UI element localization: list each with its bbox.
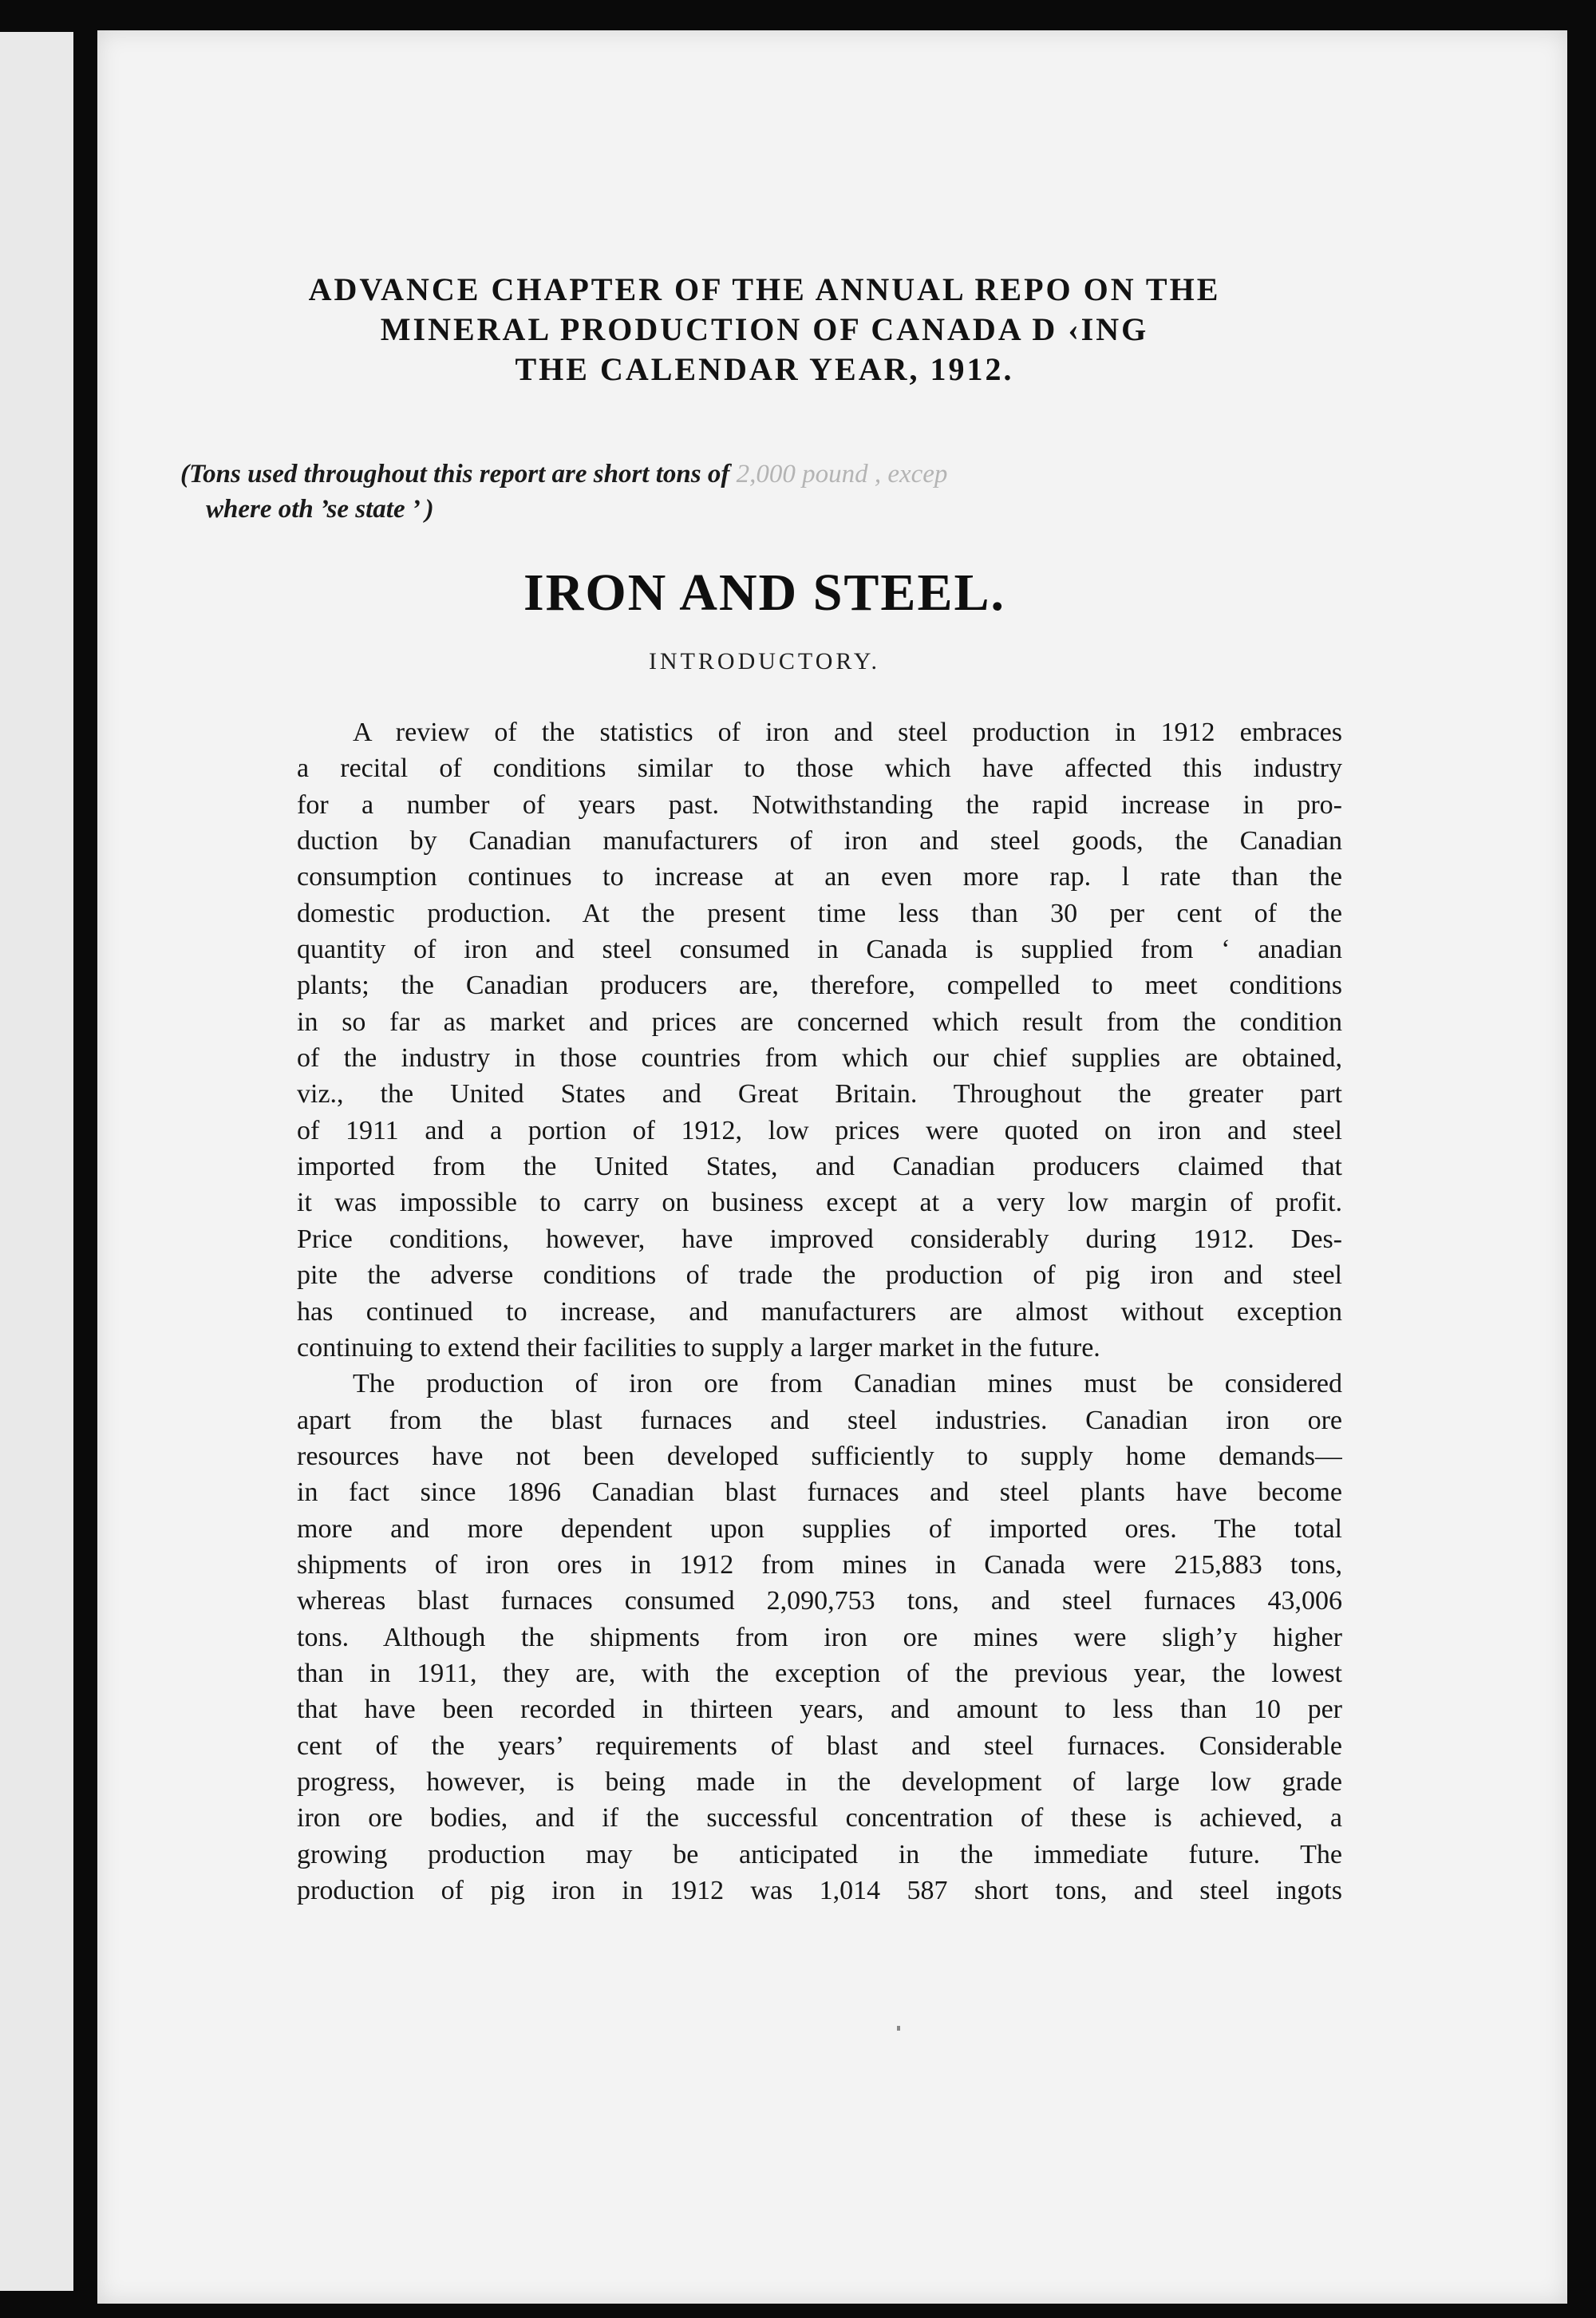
page-title: IRON AND STEEL. <box>523 564 1005 622</box>
text-line: that have been recorded in thirteen years, and amount to less than 10 per <box>297 1695 1342 1725</box>
header-line: MINERAL PRODUCTION OF CANADA D ‹ING <box>380 311 1149 347</box>
body-text <box>297 714 1342 1909</box>
text-line: of 1911 and a portion of 1912, low prices were quoted on iron and steel <box>297 1115 1342 1145</box>
text-line: of the industry in those countries from which our chief supplies are obtained, <box>297 1043 1342 1074</box>
text-line: resources have not been developed sufficiently to supply home demands— <box>297 1441 1342 1471</box>
text-line: it was impossible to carry on business except at a very low margin of profit. <box>297 1188 1342 1218</box>
text-line: viz., the United States and Great Britain. Throughout the greater part <box>297 1079 1342 1110</box>
note-line: where oth ’se state ’ ) <box>206 495 434 524</box>
text-line: consumption continues to increase at an even more rap. l rate than the <box>297 862 1342 892</box>
text-line: progress, however, is being made in the development of large low grade <box>297 1766 1342 1797</box>
text-line: has continued to increase, and manufacturers are almost without exception <box>297 1296 1342 1327</box>
note-text: (Tons used throughout this report are short tons of <box>180 460 730 489</box>
header-line: THE CALENDAR YEAR, 1912. <box>515 351 1014 387</box>
text-line: The production of iron ore from Canadian mines must be considered <box>353 1369 1342 1399</box>
text-line: more and more dependent upon supplies of imported ores. The total <box>297 1513 1342 1544</box>
text-line: pite the adverse conditions of trade the production of pig iron and steel <box>297 1260 1342 1291</box>
text-line: shipments of iron ores in 1912 from mines in Canada were 215,883 tons, <box>297 1549 1342 1580</box>
text-line: apart from the blast furnaces and steel industries. Canadian iron ore <box>297 1405 1342 1435</box>
text-line: a recital of conditions similar to those which have affected this industry <box>297 754 1342 784</box>
text-line: iron ore bodies, and if the successful concentration of these is achieved, a <box>297 1803 1342 1833</box>
text-line: growing production may be anticipated in the immediate future. The <box>297 1839 1342 1869</box>
text-line: quantity of iron and steel consumed in Canada is supplied from ‘ anadian <box>297 935 1342 965</box>
section-subtitle: INTRODUCTORY. <box>648 648 881 674</box>
speck-mark <box>897 2026 900 2031</box>
text-line: continuing to extend their facilities to supply a larger market in the future. <box>297 1332 1100 1363</box>
text-line: domestic production. At the present time less than 30 per cent of the <box>297 898 1342 928</box>
text-line: whereas blast furnaces consumed 2,090,753 tons, and steel furnaces 43,006 <box>297 1586 1342 1616</box>
text-line: plants; the Canadian producers are, therefore, compelled to meet conditions <box>297 971 1342 1001</box>
report-header <box>206 270 1323 390</box>
facing-page-edge <box>0 32 73 2291</box>
text-line: production of pig iron in 1912 was 1,014 587 short tons, and steel ingots <box>297 1876 1342 1905</box>
note-line <box>180 457 1361 492</box>
text-line: than in 1911, they are, with the exception of the previous year, the lowest <box>297 1658 1342 1688</box>
text-line: A review of the statistics of iron and steel production in 1912 embraces <box>353 718 1342 747</box>
text-line: cent of the years’ requirements of blast and steel furnaces. Considerable <box>297 1731 1342 1761</box>
text-line: in fact since 1896 Canadian blast furnaces and steel plants have become <box>297 1477 1342 1508</box>
units-note <box>180 457 1361 527</box>
text-line: tons. Although the shipments from iron ore mines were sligh’y higher <box>297 1622 1342 1652</box>
header-line: ADVANCE CHAPTER OF THE ANNUAL REPO ON THE <box>308 271 1221 307</box>
text-line: for a number of years past. Notwithstanding the rapid increase in pro- <box>297 789 1342 820</box>
text-line: in so far as market and prices are concerned which result from the condition <box>297 1007 1342 1037</box>
note-faded-text: 2,000 pound , excep <box>736 460 948 489</box>
text-line: Price conditions, however, have improved considerably during 1912. Des- <box>297 1224 1342 1254</box>
text-line: imported from the United States, and Canadian producers claimed that <box>297 1152 1342 1182</box>
text-line: duction by Canadian manufacturers of iron and steel goods, the Canadian <box>297 826 1342 856</box>
